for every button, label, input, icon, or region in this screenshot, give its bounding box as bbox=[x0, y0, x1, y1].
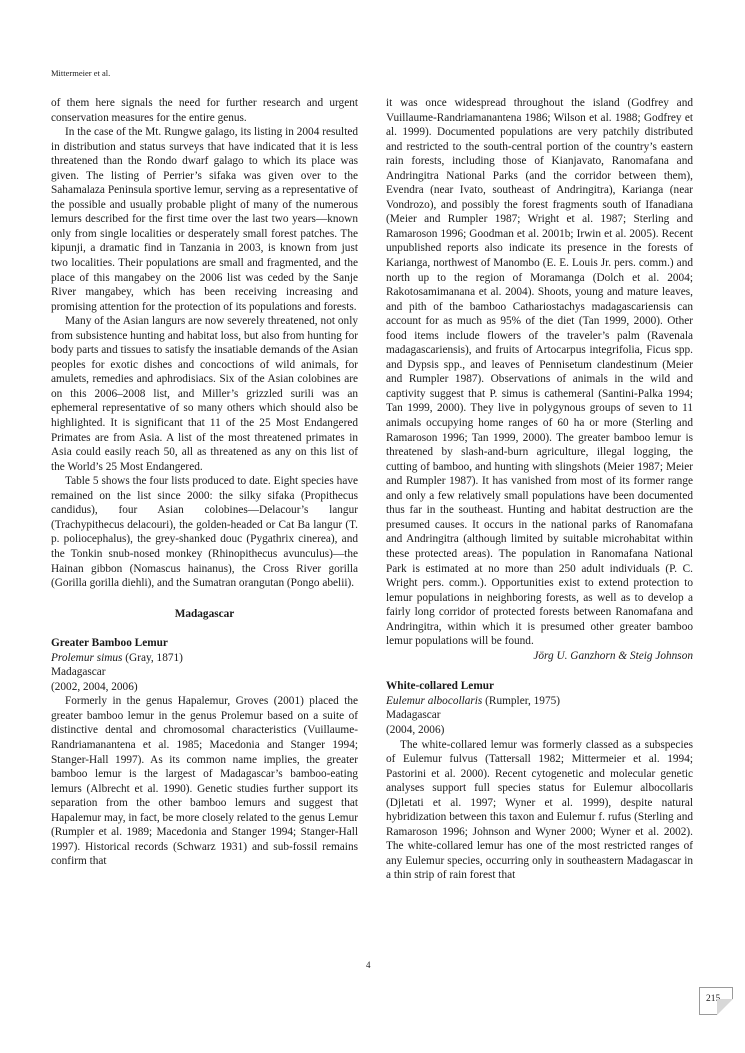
species-years: (2004, 2006) bbox=[386, 723, 445, 736]
page-tab-number: 215 bbox=[706, 994, 721, 1004]
right-column bbox=[386, 96, 693, 883]
species-text: Formerly in the genus Hapalemur, Groves (2001) placed the greater bamboo lemur in the genus Prolemur based on a suite of distinctive dental and chromosomal characteristics (Vuillaume-Randriamanantena et al. 1985; Macedonia and Stanger 1994; Stanger-Hall 1997). As its common name implies, the greater bamboo lemur is the largest of Madagascar’s bamboo-eating lemurs (Albrecht et al. 1990). Genetic studies further support its separation from the other bamboo lemurs and suggest that Hapalemur may, in fact, be more closely related to the genus Lemur (Rumpler et al. 1989; Macedonia and Stanger 1994; Stanger-Hall 1997). Historical records (Schwarz 1931) and sub-fossil remains confirm that bbox=[51, 695, 358, 868]
species-years: (2002, 2004, 2006) bbox=[51, 680, 138, 693]
page-tab bbox=[699, 987, 733, 1015]
species-common-name: Greater Bamboo Lemur bbox=[51, 637, 168, 650]
species-text: The white-collared lemur was formerly classed as a subspecies of Eulemur fulvus (Tattersall 1982; Mittermeier et al. 1994; Pastorini et al. 2000). Recent cytogenetic and molecular genetic analyses support full species status for Eulemur albocollaris (Djletati et al. 1997; Wyner et al. 1999), despite natural hybridization between this taxon and Eulemur f. rufus (Sterling and Ramaroson 1996; Johnson and Wyner 2000; Wyner et al. 2002). The white-collared lemur has one of the most restricted ranges of any Eulemur species, occurring only in southeastern Madagascar in a thin strip of rain forest that bbox=[386, 738, 693, 882]
paragraph: of them here signals the need for further research and urgent conservation measures for the entire genus. bbox=[51, 97, 358, 124]
page-curl-icon bbox=[717, 999, 733, 1015]
running-head: Mittermeier et al. bbox=[51, 68, 111, 78]
continued-paragraph: it was once widespread throughout the island (Godfrey and Vuillaume-Randriamanantena 1986; Wilson et al. 1988; Godfrey et al. 1999). Documented populations are very patchily distributed and restricted to the south-central portion of the country’s eastern rain forests, including those of Kianjavato, Ranomafana and Andringitra National Parks (and the corridor between them), Evendra (near Ivato, southeast of Andringitra), Karianga (near Vondrozo), and possibly the forest fragments south of Ifanadiana (Meier and Rumpler 1987; Wright et al. 1987; Sterling and Ramaroson 1996; Goodman et al. 2001b; Irwin et al. 2005). Recent unpublished reports also indicate its presence in the forests of Karianga, northwest of Manombo (E. E. Louis Jr. pers. comm.) and north up to the region of Moramanga (Dolch et al. 2004; Rakotosamimanana et al. 2004). Shoots, young and mature leaves, and pith of the bamboo Cathariostachys madagascariensis can account for as much as 95% of the diet (Tan 1999, 2000). Other food items include flowers of the traveler’s palm (Ravenala madagascariensis), and fruits of Artocarpus integrifolia, Ficus spp. and Dypsis spp., and leaves of Pennisetum clandestinum (Meier and Rumpler 1987). Observations of animals in the wild and captivity suggest that P. simus is cathemeral (Santini-Palka 1994; Tan 1999, 2000). They live in polygynous groups of seven to 11 animals occupying home ranges of 60 ha or more (Sterling and Ramaroson 1996; Tan 1999, 2000). The greater bamboo lemur is threatened by slash-and-burn agriculture, illegal logging, the cutting of bamboo, and hunting with slingshots (Meier 1987; Meier and Rumpler 1987). It has vanished from most of its former range and only a few relatively small populations have been documented thus far in the southeast. Hunting and habitat destruction are the presumed causes. It occurs in the national parks of Ranomafana and Andringitra (although limited by suitable microhabitat within these protected areas). The population in Ranomafana National Park is estimated at no more than 250 adult individuals (P. C. Wright pers. comm.). Opportunities exist to extend protection to lemur populations in neighboring forests, as well as to develop a fairly long corridor of protected forests between Ranomafana and Andringitra, within which it is presumed other greater bamboo lemur populations will be found. bbox=[386, 97, 693, 648]
species-authority: (Gray, 1871) bbox=[125, 651, 183, 664]
section-heading: Madagascar bbox=[174, 607, 235, 620]
species-scientific-name: Prolemur simus bbox=[51, 651, 123, 664]
spacer bbox=[386, 663, 693, 679]
author-signature: Jörg U. Ganzhorn & Steig Johnson bbox=[533, 649, 693, 662]
paragraph: In the case of the Mt. Rungwe galago, its listing in 2004 resulted in distribution and status surveys that have indicated that it is less threatened than the Rondo dwarf galago to which its place was given. The listing of Perrier’s sifaka was given over to the Sahamalaza Peninsula sportive lemur, serving as a representative of the possible and usually probable plight of many of the numerous lemurs described for the first time over the last two years—known only from single localities or desperately small forest patches. The kipunji, a dramatic find in Tanzania in 2003, is known from just two localities. Their populations are small and fragmented, and the place of this mangabey on the 2006 list was ceded by the Sanje River mangabey, which has been receiving increasing and promising attention for the protection of its populations and forests. bbox=[51, 126, 358, 313]
species-authority: (Rumpler, 1975) bbox=[485, 694, 561, 707]
species-region: Madagascar bbox=[51, 666, 106, 679]
species-region: Madagascar bbox=[386, 709, 441, 722]
paragraph: Table 5 shows the four lists produced to date. Eight species have remained on the list since 2000: the silky sifaka (Propithecus candidus), four Asian colobines—Delacour’s langur (Trachypithecus delacouri), the golden-headed or Cat Ba langur (T. p. poliocephalus), the grey-shanked douc (Pygathrix cinerea), and the Tonkin snub-nosed monkey (Rhinopithecus avunculus)—the Hainan gibbon (Nomascus hainanus), the Cross River gorilla (Gorilla gorilla diehli), and the Sumatran orangutan (Pongo abelii). bbox=[51, 475, 358, 590]
species-scientific-line bbox=[386, 694, 693, 709]
paragraph: Many of the Asian langurs are now severely threatened, not only from subsistence hunting and habitat loss, but also from hunting for body parts and tissues to satisfy the insatiable demands of the Asian peoples for exotic dishes and concoctions of wild animals, for amulets, remedies and aphrodisiacs. Six of the Asian colobines are on this 2006–2008 list, and Miller’s grizzled surili was an ephemeral representative of so many others which should also be highlighted. It is significant that 11 of the 25 Most Endangered Primates are from Asia. A list of the most threatened primates in Asia could easily reach 50, all as threatened as any on this list of the World’s 25 Most Endangered. bbox=[51, 315, 358, 473]
species-scientific-name: Eulemur albocollaris bbox=[386, 694, 483, 707]
page-number: 4 bbox=[366, 960, 371, 970]
species-common-name: White-collared Lemur bbox=[386, 680, 495, 693]
left-column bbox=[51, 96, 358, 869]
species-scientific-line bbox=[51, 651, 358, 666]
